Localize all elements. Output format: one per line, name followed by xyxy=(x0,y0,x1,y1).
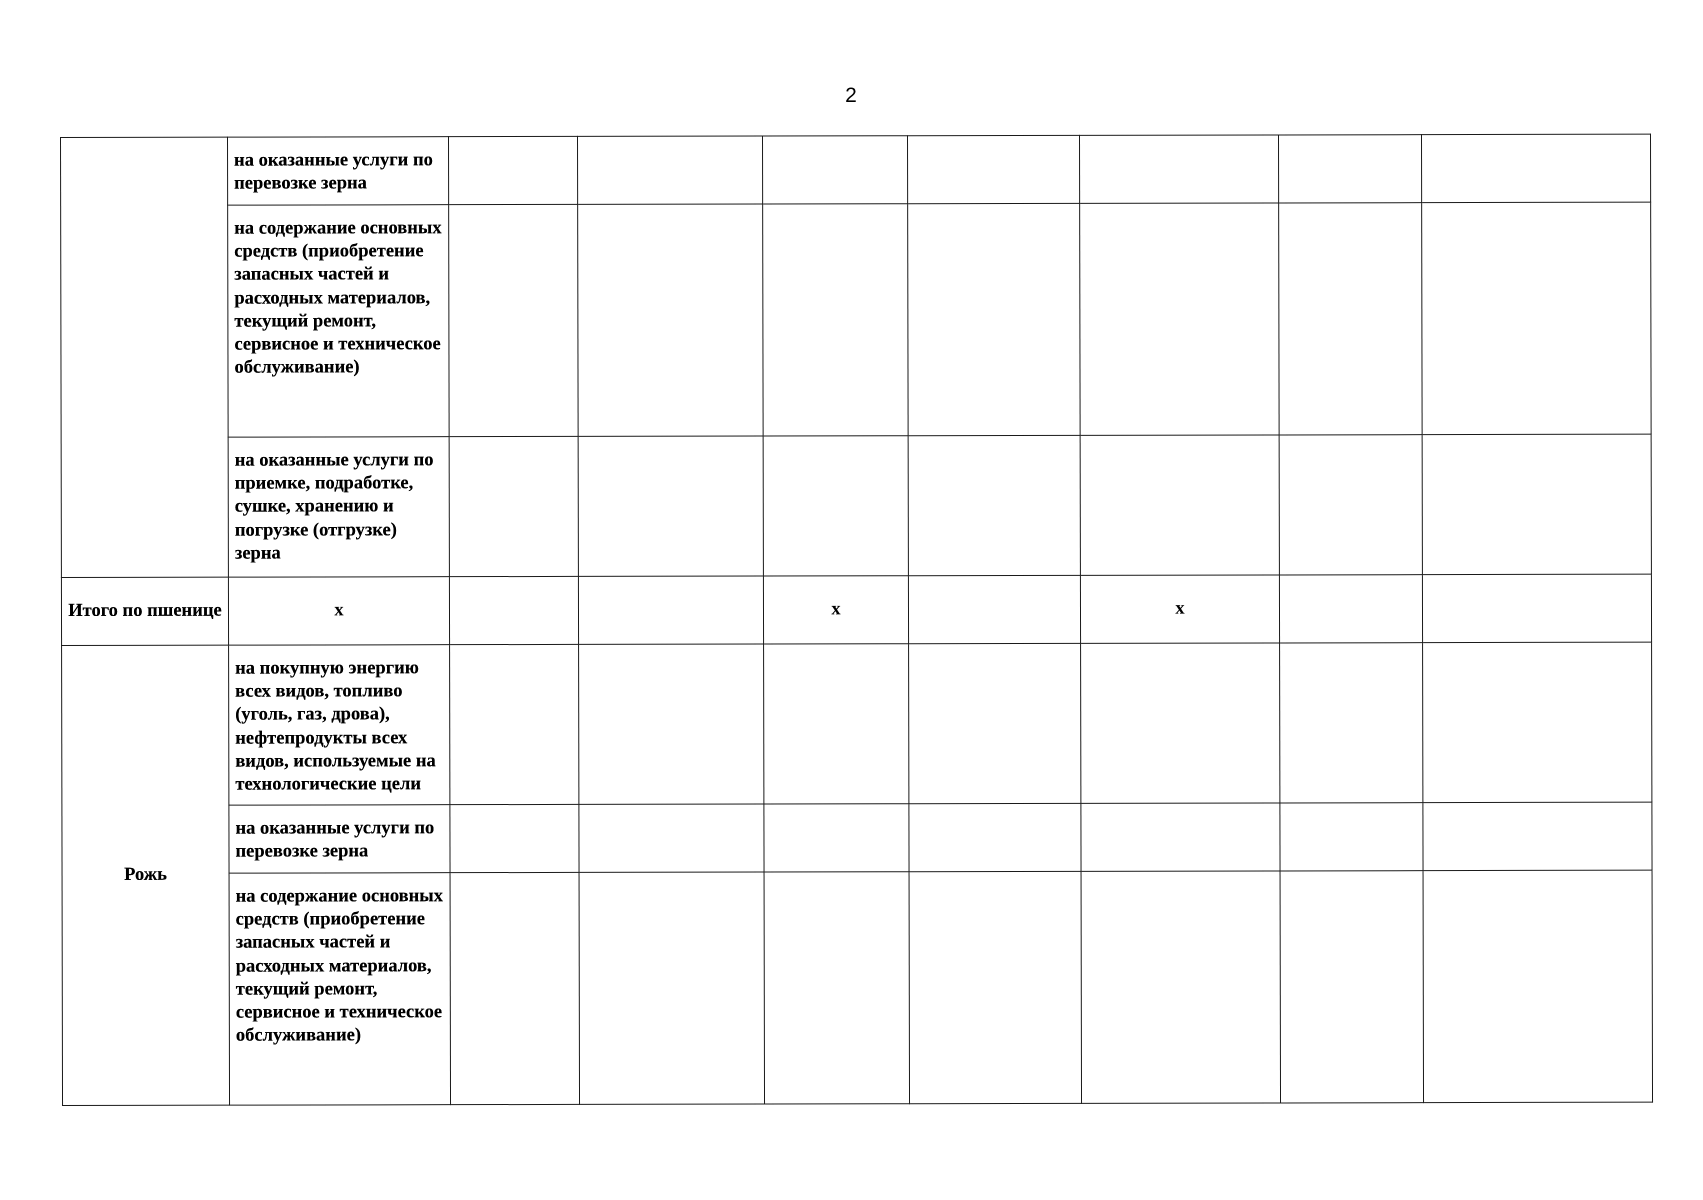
crop-cell-wheat-group xyxy=(61,137,229,577)
table-row xyxy=(61,434,1651,577)
value-cell xyxy=(909,803,1081,871)
cost-item-label: на оказанные услуги по приемке, подработке, сушке, хранению и погрузке (отгрузке) зерна xyxy=(228,437,449,577)
value-cell xyxy=(1421,134,1650,202)
value-cell xyxy=(579,872,764,1104)
value-cell xyxy=(1279,575,1422,643)
value-cell xyxy=(763,204,908,436)
value-cell xyxy=(1422,574,1651,642)
value-cell xyxy=(909,643,1081,803)
value-cell xyxy=(1423,870,1652,1102)
value-cell xyxy=(1423,642,1652,802)
cost-item-label: на оказанные услуги по перевозке зерна xyxy=(228,137,449,205)
value-cell xyxy=(1081,643,1280,803)
value-cell xyxy=(764,804,909,872)
value-cell xyxy=(449,576,578,644)
cost-item-label: на содержание основных средств (приобретение запасных частей и расходных материалов, текущий ремонт, сервисное и техническое обслуживание) xyxy=(229,873,450,1105)
value-cell xyxy=(578,204,763,436)
value-cell xyxy=(577,136,762,204)
value-cell xyxy=(1278,135,1421,203)
value-cell xyxy=(578,576,763,644)
value-cell xyxy=(1280,803,1423,871)
value-cell xyxy=(450,872,579,1104)
table-row xyxy=(61,202,1651,437)
value-cell xyxy=(1081,871,1280,1103)
total-wheat-label: Итого по пшенице xyxy=(61,577,228,645)
cost-table xyxy=(60,134,1653,1106)
value-cell xyxy=(1279,435,1422,575)
cross-mark: х xyxy=(763,576,908,644)
table-row xyxy=(62,802,1652,873)
value-cell xyxy=(1423,802,1652,870)
value-cell xyxy=(763,436,908,576)
value-cell xyxy=(1081,803,1280,871)
value-cell xyxy=(908,575,1080,643)
value-cell xyxy=(1079,135,1278,203)
value-cell xyxy=(1279,203,1422,435)
value-cell xyxy=(450,804,579,872)
value-cell xyxy=(449,436,578,576)
value-cell xyxy=(449,136,578,204)
value-cell xyxy=(450,644,579,804)
cost-item-label: на содержание основных средств (приобретение запасных частей и расходных материалов, текущий ремонт, сервисное и техническое обслуживание) xyxy=(228,205,449,437)
value-cell xyxy=(1422,202,1651,434)
cross-mark: х xyxy=(1080,575,1279,643)
value-cell xyxy=(1280,643,1423,803)
value-cell xyxy=(908,203,1080,435)
value-cell xyxy=(578,436,763,576)
table-row-total xyxy=(61,574,1651,645)
value-cell xyxy=(908,435,1080,575)
cost-item-label: на оказанные услуги по перевозке зерна xyxy=(229,805,450,873)
value-cell xyxy=(1080,203,1279,435)
value-cell xyxy=(1080,435,1279,575)
value-cell xyxy=(1280,871,1423,1103)
value-cell xyxy=(579,804,764,872)
value-cell xyxy=(764,644,909,804)
value-cell xyxy=(909,871,1081,1103)
value-cell xyxy=(1422,434,1651,574)
table-row xyxy=(62,642,1652,805)
value-cell xyxy=(762,136,907,204)
cross-mark: х xyxy=(228,577,449,645)
value-cell xyxy=(579,644,764,804)
page-number: 2 xyxy=(845,84,858,107)
value-cell xyxy=(907,135,1079,203)
value-cell xyxy=(764,872,909,1104)
table-row xyxy=(61,134,1651,205)
table-row xyxy=(62,870,1652,1105)
value-cell xyxy=(449,204,578,436)
crop-cell-rye: Рожь xyxy=(62,645,230,1105)
cost-item-label: на покупную энергию всех видов, топливо (уголь, газ, дрова), нефтепродукты всех видов, используемые на технологические цели xyxy=(229,645,450,805)
